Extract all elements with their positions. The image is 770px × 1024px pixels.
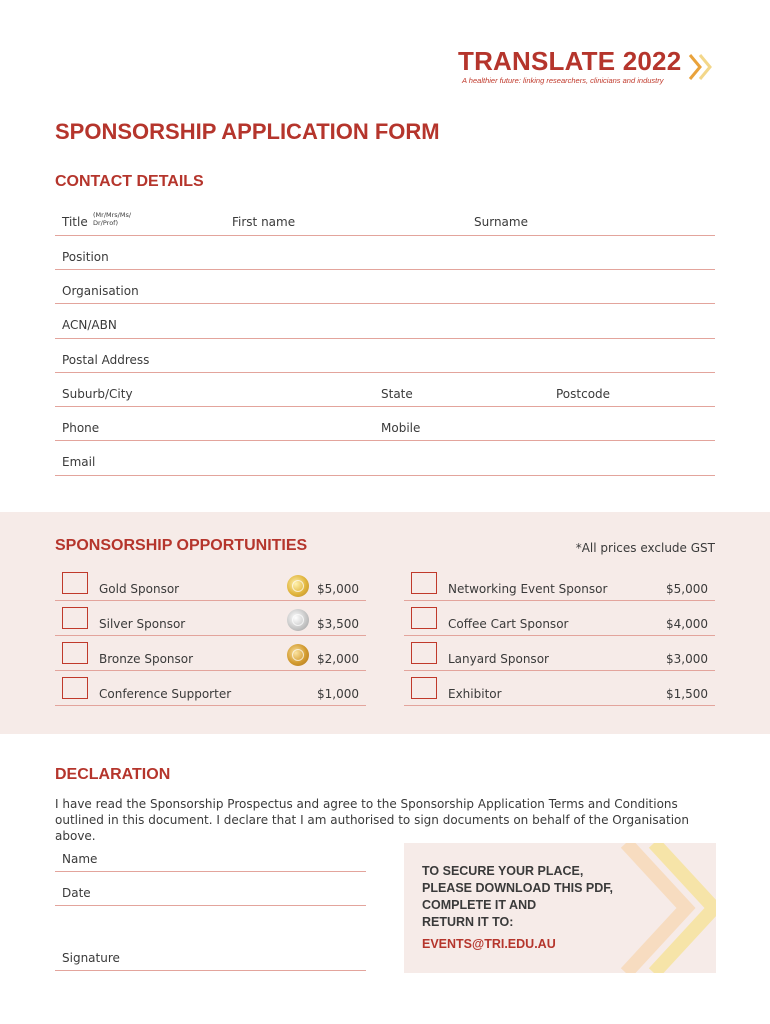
surname-label: Surname xyxy=(474,215,528,229)
gold-sponsor-checkbox[interactable] xyxy=(62,572,88,594)
coffee-cart-sponsor-checkbox[interactable] xyxy=(411,607,437,629)
conference-supporter-price: $1,000 xyxy=(317,687,359,701)
postcode-label: Postcode xyxy=(556,387,611,401)
postal-address-label: Postal Address xyxy=(62,353,150,367)
conference-supporter-checkbox[interactable] xyxy=(62,677,88,699)
coffee-cart-sponsor-label: Coffee Cart Sponsor xyxy=(448,617,569,631)
networking-event-sponsor-checkbox[interactable] xyxy=(411,572,437,594)
submission-callout xyxy=(404,843,716,973)
callout-instructions: TO SECURE YOUR PLACE, PLEASE DOWNLOAD THIS PDF, COMPLETE IT AND RETURN IT TO: xyxy=(422,864,613,929)
name-field[interactable] xyxy=(55,871,366,872)
logo-title: TRANSLATE 2022 xyxy=(458,46,682,76)
lanyard-sponsor-checkbox[interactable] xyxy=(411,642,437,664)
row-divider xyxy=(404,635,715,636)
row-divider xyxy=(55,670,366,671)
row-divider xyxy=(404,600,715,601)
signature-field[interactable] xyxy=(55,970,366,971)
title-label: Title xyxy=(62,215,88,229)
exhibitor-label: Exhibitor xyxy=(448,687,502,701)
title-hint: (Mr/Mrs/Ms/ Dr/Prof) xyxy=(93,211,132,227)
translate-2022-logo xyxy=(458,46,720,90)
row-divider xyxy=(55,705,366,706)
callout-email-link[interactable]: EVENTS@TRI.EDU.AU xyxy=(422,937,556,951)
exhibitor-checkbox[interactable] xyxy=(411,677,437,699)
page-title: SPONSORSHIP APPLICATION FORM xyxy=(55,119,440,144)
row-divider xyxy=(404,705,715,706)
silver-sponsor-checkbox[interactable] xyxy=(62,607,88,629)
sponsorship-heading: SPONSORSHIP OPPORTUNITIES xyxy=(55,537,308,554)
position-field[interactable] xyxy=(55,269,715,270)
position-label: Position xyxy=(62,250,109,264)
conference-supporter-label: Conference Supporter xyxy=(99,687,232,701)
state-label: State xyxy=(381,387,413,401)
chevron-decoration-icon xyxy=(606,843,716,973)
declaration-text: I have read the Sponsorship Prospectus and agree to the Sponsorship Application Terms and Conditions outlined in this document. I declare that I am authorised to sign documents on behalf of the Organisation above. xyxy=(55,797,689,843)
date-label: Date xyxy=(62,886,91,900)
name-label: Name xyxy=(62,852,98,866)
logo-tagline: A healthier future: linking researchers, clinicians and industry xyxy=(462,76,664,85)
bronze-sponsor-price: $2,000 xyxy=(317,652,359,666)
silver-sponsor-price: $3,500 xyxy=(317,617,359,631)
phone-mobile-field[interactable] xyxy=(55,440,715,441)
silver-sponsor-label: Silver Sponsor xyxy=(99,617,186,631)
lanyard-sponsor-price: $3,000 xyxy=(666,652,708,666)
networking-event-sponsor-label: Networking Event Sponsor xyxy=(448,582,608,596)
suburb-state-postcode-field[interactable] xyxy=(55,406,715,407)
gold-sponsor-label: Gold Sponsor xyxy=(99,582,180,596)
chevron-right-icon xyxy=(686,51,718,83)
acn-abn-label: ACN/ABN xyxy=(62,318,117,332)
exhibitor-price: $1,500 xyxy=(666,687,708,701)
bronze-sponsor-checkbox[interactable] xyxy=(62,642,88,664)
bronze-sponsor-label: Bronze Sponsor xyxy=(99,652,194,666)
email-label: Email xyxy=(62,455,96,469)
mobile-label: Mobile xyxy=(381,421,421,435)
declaration-heading: DECLARATION xyxy=(55,766,171,783)
row-divider xyxy=(404,670,715,671)
organisation-field[interactable] xyxy=(55,303,715,304)
email-field[interactable] xyxy=(55,475,715,476)
gst-note: *All prices exclude GST xyxy=(575,541,715,555)
signature-label: Signature xyxy=(62,951,120,965)
name-row-field[interactable] xyxy=(55,235,715,236)
coffee-cart-sponsor-price: $4,000 xyxy=(666,617,708,631)
organisation-label: Organisation xyxy=(62,284,139,298)
phone-label: Phone xyxy=(62,421,100,435)
acn-abn-field[interactable] xyxy=(55,338,715,339)
row-divider xyxy=(55,600,366,601)
lanyard-sponsor-label: Lanyard Sponsor xyxy=(448,652,549,666)
contact-details-heading: CONTACT DETAILS xyxy=(55,173,204,190)
gold-sponsor-price: $5,000 xyxy=(317,582,359,596)
postal-address-field[interactable] xyxy=(55,372,715,373)
first-name-label: First name xyxy=(232,215,296,229)
suburb-label: Suburb/City xyxy=(62,387,133,401)
date-field[interactable] xyxy=(55,905,366,906)
row-divider xyxy=(55,635,366,636)
networking-event-sponsor-price: $5,000 xyxy=(666,582,708,596)
